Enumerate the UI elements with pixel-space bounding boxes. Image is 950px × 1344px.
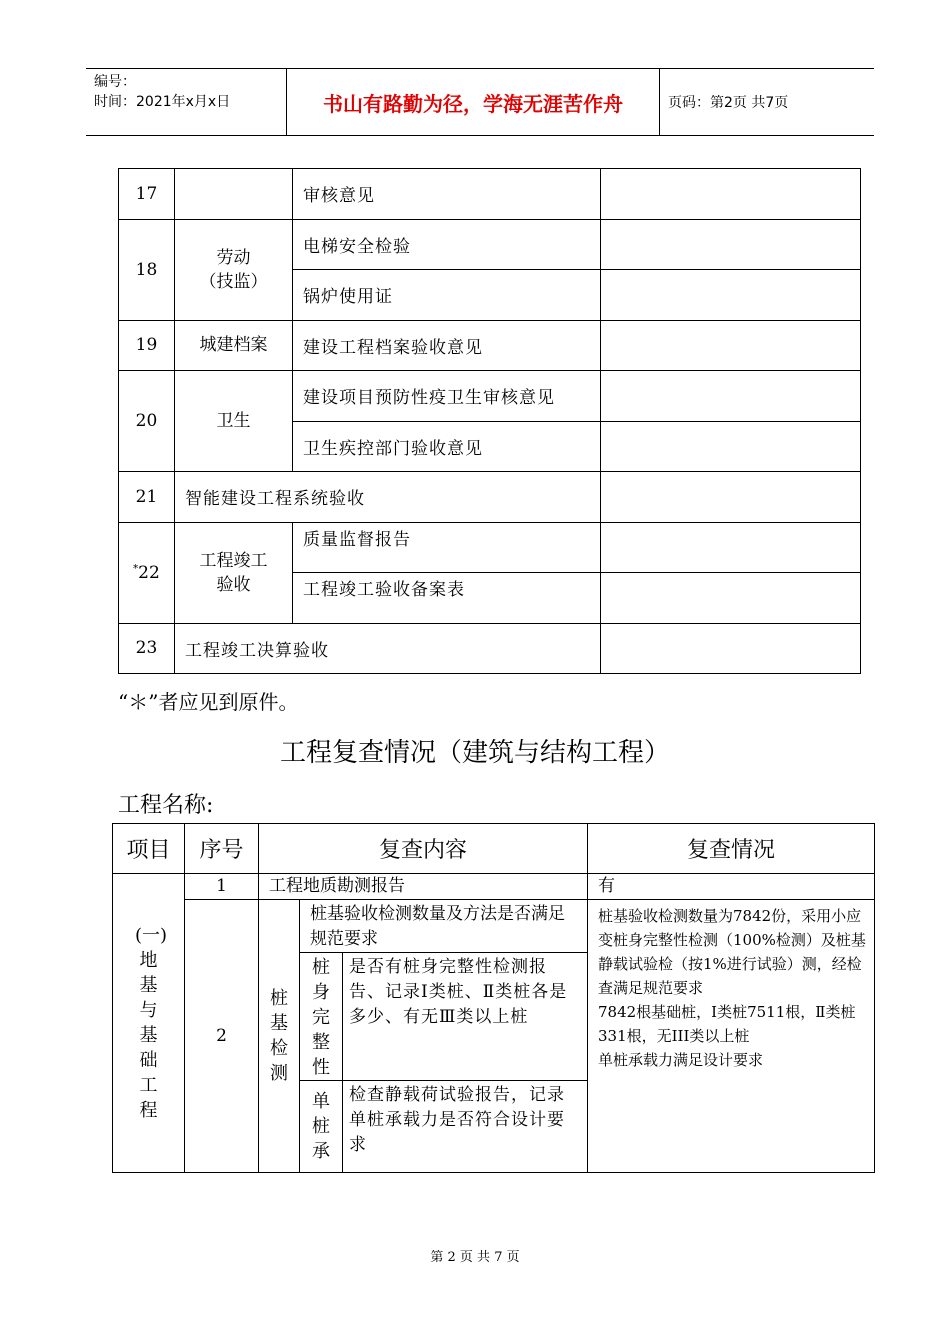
- acceptance-table: [118, 168, 861, 674]
- table-row: [113, 874, 875, 900]
- header-meta: [86, 69, 286, 135]
- row-category: [175, 522, 293, 623]
- row-remark: [601, 522, 861, 573]
- row-remark: [601, 573, 861, 624]
- table-row: [119, 623, 861, 674]
- row-item: 工程竣工验收备案表: [293, 573, 601, 624]
- sub-item-cell: [300, 1081, 343, 1173]
- category-line: 工程竣工: [199, 550, 268, 571]
- row-item: 锅炉使用证: [293, 270, 601, 321]
- category-line: 验收: [216, 574, 251, 595]
- row-remark: [601, 219, 861, 270]
- row-item: 电梯安全检验: [293, 219, 601, 270]
- row-item: 建设项目预防性疫卫生审核意见: [293, 371, 601, 422]
- sub-item-label: 单桩承: [312, 1091, 330, 1162]
- row-item: 质量监督报告: [293, 522, 601, 573]
- row-item: 工程竣工决算验收: [175, 623, 601, 674]
- result-line: 单桩承载力满足设计要求: [598, 1051, 764, 1069]
- row-category: 城建档案: [175, 320, 293, 371]
- row-item: 审核意见: [293, 169, 601, 220]
- table-row: [119, 320, 861, 371]
- sub-item-label: 桩身完整性: [312, 957, 330, 1078]
- review-table: [112, 823, 875, 1173]
- header-page-label: 页码：第2页 共7页: [668, 95, 789, 111]
- row-remark: [601, 421, 861, 472]
- row-remark: [601, 169, 861, 220]
- sub-item-cell: [300, 953, 343, 1081]
- group-label: (一)地基与基础工程: [135, 925, 168, 1121]
- sub-group-label: 桩基检测: [270, 988, 288, 1084]
- row-number: 1: [185, 874, 259, 900]
- result-line: 桩基验收检测数量为7842份，采用小应变桩身完整性检测（100%检测）及桩基静载试验检（按1%进行试验）测，经检查满足规范要求: [598, 907, 866, 997]
- header-project: 项目: [113, 824, 185, 874]
- row-remark: [601, 270, 861, 321]
- row-content: 工程地质勘测报告: [259, 874, 588, 900]
- row-number: [119, 522, 175, 623]
- table-row: [119, 522, 861, 573]
- sub-item-content: 检查静载荷试验报告，记录单桩承载力是否符合设计要求: [343, 1081, 588, 1173]
- row-remark: [601, 623, 861, 674]
- header-content: 复查内容: [259, 824, 588, 874]
- page-header: [86, 68, 874, 136]
- row-number: 18: [119, 219, 175, 320]
- table-row: [119, 169, 861, 220]
- section-title: 工程复查情况（建筑与结构工程）: [279, 738, 670, 768]
- row-number: 17: [119, 169, 175, 220]
- row-number: 20: [119, 371, 175, 472]
- header-slogan: 书山有路勤为径，学海无涯苦作舟: [286, 69, 660, 135]
- time-label: 时间：2021年x月x日: [94, 94, 231, 110]
- table-row: [119, 219, 861, 270]
- category-line: （技监）: [199, 271, 268, 292]
- category-line: 劳动: [216, 247, 251, 268]
- table-header-row: [113, 824, 875, 874]
- original-required-mark: *: [133, 562, 139, 574]
- group-cell: [113, 874, 185, 1173]
- sub-item-content: 是否有桩身完整性检测报告、记录Ⅰ类桩、Ⅱ类桩各是多少、有无Ⅲ类以上桩: [343, 953, 588, 1081]
- table-row: [119, 371, 861, 422]
- sub-group-cell: [259, 900, 300, 1173]
- row-category: 卫生: [175, 371, 293, 472]
- row-category: [175, 219, 293, 320]
- row-remark: [601, 320, 861, 371]
- original-note: “＊”者应见到原件。: [118, 690, 299, 714]
- row-item: 卫生疾控部门验收意见: [293, 421, 601, 472]
- row-remark: [601, 371, 861, 422]
- row-number: 2: [185, 900, 259, 1173]
- row-number: 21: [119, 472, 175, 523]
- table-row: [119, 472, 861, 523]
- page-footer: 第 2 页 共 7 页: [430, 1250, 520, 1265]
- row-item: 建设工程档案验收意见: [293, 320, 601, 371]
- table-row: [113, 900, 875, 953]
- row-number-value: 22: [138, 562, 160, 583]
- project-name-label: 工程名称:: [118, 793, 214, 818]
- row-number: 19: [119, 320, 175, 371]
- row-result: [588, 900, 875, 1173]
- row-category: [175, 169, 293, 220]
- row-content: 桩基验收检测数量及方法是否满足规范要求: [300, 900, 588, 953]
- row-result: 有: [588, 874, 875, 900]
- header-result: 复查情况: [588, 824, 875, 874]
- header-number: 序号: [185, 824, 259, 874]
- result-line: 7842根基础桩，Ⅰ类桩7511根，Ⅱ类桩331根，无III类以上桩: [598, 1003, 856, 1045]
- row-item: 智能建设工程系统验收: [175, 472, 601, 523]
- row-remark: [601, 472, 861, 523]
- number-label: 编号：: [94, 74, 136, 90]
- row-number: 23: [119, 623, 175, 674]
